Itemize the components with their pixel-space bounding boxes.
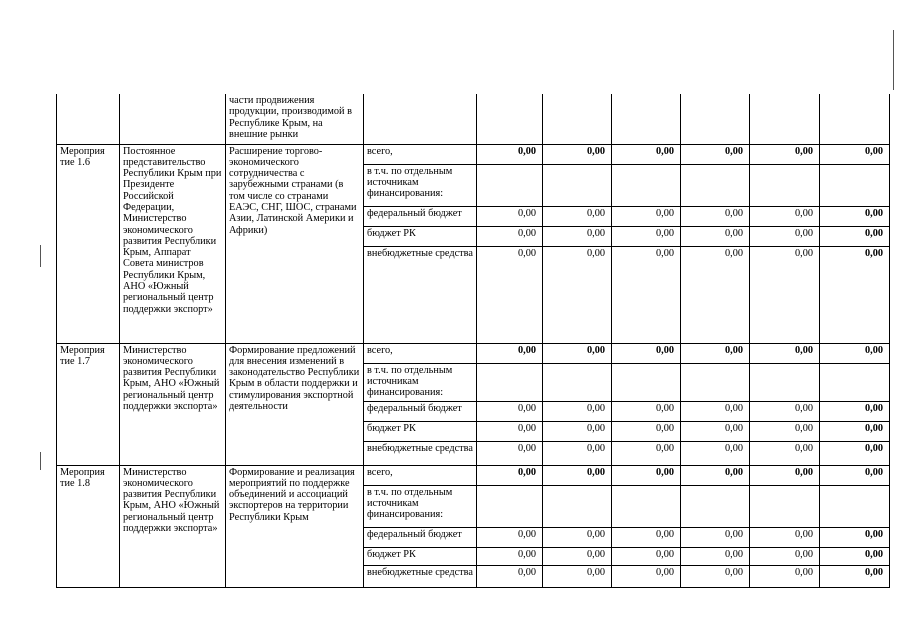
cell-amount: 0,00 — [820, 343, 890, 363]
cell-executors: Постоянное представительство Республики Крым при Президенте Российской Федерации, Министерство экономического развития Республики Крым, Аппарат Совета министров Республики Крым, АНО «Южный региональный центр поддержки экспорт» — [120, 144, 226, 343]
cell-empty — [681, 164, 750, 206]
cell-empty — [750, 363, 820, 401]
cell-amount: 0,00 — [750, 144, 820, 164]
cell-amount: 0,00 — [543, 144, 612, 164]
cell-empty — [543, 485, 612, 527]
cell-amount: 0,00 — [612, 421, 681, 441]
cell-funding-source: федеральный бюджет — [364, 527, 477, 547]
cell-empty — [543, 363, 612, 401]
cell-amount: 0,00 — [612, 144, 681, 164]
cell-empty — [681, 363, 750, 401]
cell-amount: 0,00 — [820, 246, 890, 343]
cell-executors: Министерство экономического развития Республики Крым, АНО «Южный региональный центр поддержки экспорта» — [120, 343, 226, 465]
cell-amount: 0,00 — [750, 527, 820, 547]
cell-empty — [750, 485, 820, 527]
cell-event-code: Мероприя тие 1.8 — [57, 465, 120, 587]
cell-amount: 0,00 — [681, 565, 750, 587]
cell-amount: 0,00 — [681, 421, 750, 441]
cell-empty — [820, 164, 890, 206]
cell-empty — [820, 485, 890, 527]
cell-amount: 0,00 — [681, 547, 750, 565]
cell-empty — [612, 164, 681, 206]
cell-event-code: Мероприя тие 1.7 — [57, 343, 120, 465]
cell-amount: 0,00 — [477, 547, 543, 565]
cell-amount: 0,00 — [820, 547, 890, 565]
cell-amount: 0,00 — [820, 421, 890, 441]
cell-funding-source: федеральный бюджет — [364, 206, 477, 226]
cell-empty — [820, 363, 890, 401]
cell-amount: 0,00 — [477, 421, 543, 441]
cell-funding-source: федеральный бюджет — [364, 401, 477, 421]
cell-amount: 0,00 — [820, 465, 890, 485]
cell-amount: 0,00 — [477, 246, 543, 343]
cell-funding-source: внебюджетные средства — [364, 441, 477, 465]
cell-amount: 0,00 — [750, 343, 820, 363]
cell-amount: 0,00 — [681, 343, 750, 363]
cell-amount: 0,00 — [820, 527, 890, 547]
cell-amount: 0,00 — [750, 565, 820, 587]
cell-amount: 0,00 — [750, 401, 820, 421]
cell-description: Формирование предложений для внесения изменений в законодательство Республики Крым в области поддержки и стимулирования экспортной деятельности — [226, 343, 364, 465]
cell-amount: 0,00 — [612, 226, 681, 246]
cell-amount: 0,00 — [612, 401, 681, 421]
cell-amount: 0,00 — [612, 565, 681, 587]
table-body — [57, 94, 890, 587]
cell-amount: 0,00 — [820, 441, 890, 465]
cell-amount: 0,00 — [477, 465, 543, 485]
cell-amount: 0,00 — [543, 343, 612, 363]
cell-empty — [750, 164, 820, 206]
cell-amount: 0,00 — [612, 343, 681, 363]
cell-empty — [612, 485, 681, 527]
cell-amount: 0,00 — [477, 343, 543, 363]
cell-amount: 0,00 — [543, 226, 612, 246]
cell-empty — [477, 164, 543, 206]
cell-empty — [612, 363, 681, 401]
cell-amount: 0,00 — [612, 206, 681, 226]
cell-amount: 0,00 — [543, 527, 612, 547]
edge-mark-left — [40, 245, 41, 267]
cell-amount: 0,00 — [820, 206, 890, 226]
cell-amount: 0,00 — [820, 226, 890, 246]
cell-empty — [477, 363, 543, 401]
financing-table — [56, 94, 890, 588]
cell-amount: 0,00 — [750, 246, 820, 343]
cell-executors-cont — [120, 94, 226, 144]
cell-amount: 0,00 — [750, 465, 820, 485]
cell-amount: 0,00 — [681, 226, 750, 246]
cell-executors: Министерство экономического развития Республики Крым, АНО «Южный региональный центр поддержки экспорта» — [120, 465, 226, 587]
cell-amount: 0,00 — [612, 547, 681, 565]
event-row — [57, 144, 890, 164]
cell-value-cont — [820, 94, 890, 144]
cell-amount: 0,00 — [750, 421, 820, 441]
cell-value-cont — [750, 94, 820, 144]
cell-funding-source: внебюджетные средства — [364, 565, 477, 587]
cell-funding-source: всего, — [364, 343, 477, 363]
cell-amount: 0,00 — [477, 565, 543, 587]
cell-amount: 0,00 — [477, 206, 543, 226]
cell-amount: 0,00 — [612, 246, 681, 343]
cell-amount: 0,00 — [543, 565, 612, 587]
cell-empty — [477, 485, 543, 527]
cell-funding-source: бюджет РК — [364, 421, 477, 441]
cell-description-cont: части продвижения продукции, производимой в Республике Крым, на внешние рынки — [226, 94, 364, 144]
cell-amount: 0,00 — [750, 226, 820, 246]
event-row — [57, 465, 890, 485]
event-row — [57, 343, 890, 363]
cell-amount: 0,00 — [612, 441, 681, 465]
cell-amount: 0,00 — [750, 206, 820, 226]
continuation-row — [57, 94, 890, 144]
cell-empty — [681, 485, 750, 527]
cell-amount: 0,00 — [681, 465, 750, 485]
cell-amount: 0,00 — [681, 246, 750, 343]
cell-amount: 0,00 — [750, 441, 820, 465]
edge-mark-top — [893, 30, 894, 90]
cell-funding-source: в т.ч. по отдельным источникам финансирования: — [364, 485, 477, 527]
cell-empty — [543, 164, 612, 206]
cell-funding-source: бюджет РК — [364, 547, 477, 565]
cell-amount: 0,00 — [681, 401, 750, 421]
cell-amount: 0,00 — [750, 547, 820, 565]
cell-amount: 0,00 — [543, 547, 612, 565]
cell-amount: 0,00 — [681, 144, 750, 164]
cell-value-cont — [681, 94, 750, 144]
cell-amount: 0,00 — [681, 441, 750, 465]
cell-funding-source: всего, — [364, 144, 477, 164]
edge-mark-left-lower — [40, 452, 41, 470]
cell-value-cont — [477, 94, 543, 144]
cell-source-cont — [364, 94, 477, 144]
cell-amount: 0,00 — [477, 144, 543, 164]
cell-amount: 0,00 — [543, 246, 612, 343]
cell-amount: 0,00 — [820, 401, 890, 421]
cell-value-cont — [612, 94, 681, 144]
cell-value-cont — [543, 94, 612, 144]
cell-funding-source: в т.ч. по отдельным источникам финансирования: — [364, 164, 477, 206]
cell-amount: 0,00 — [543, 206, 612, 226]
cell-amount: 0,00 — [612, 527, 681, 547]
cell-amount: 0,00 — [681, 527, 750, 547]
cell-event-code: Мероприя тие 1.6 — [57, 144, 120, 343]
cell-description: Формирование и реализация мероприятий по поддержке объединений и ассоциаций экспортеров на территории Республики Крым — [226, 465, 364, 587]
cell-funding-source: внебюджетные средства — [364, 246, 477, 343]
cell-amount: 0,00 — [477, 226, 543, 246]
cell-amount: 0,00 — [543, 441, 612, 465]
cell-amount: 0,00 — [820, 565, 890, 587]
cell-description: Расширение торгово-экономического сотрудничества с зарубежными странами (в том числе со странами ЕАЭС, СНГ, ШОС, странами Азии, Латинской Америки и Африки) — [226, 144, 364, 343]
cell-amount: 0,00 — [477, 441, 543, 465]
cell-amount: 0,00 — [477, 401, 543, 421]
cell-amount: 0,00 — [612, 465, 681, 485]
cell-amount: 0,00 — [543, 421, 612, 441]
cell-code-cont — [57, 94, 120, 144]
cell-funding-source: бюджет РК — [364, 226, 477, 246]
cell-amount: 0,00 — [543, 401, 612, 421]
cell-funding-source: в т.ч. по отдельным источникам финансирования: — [364, 363, 477, 401]
cell-amount: 0,00 — [477, 527, 543, 547]
cell-amount: 0,00 — [820, 144, 890, 164]
cell-amount: 0,00 — [681, 206, 750, 226]
cell-funding-source: всего, — [364, 465, 477, 485]
cell-amount: 0,00 — [543, 465, 612, 485]
